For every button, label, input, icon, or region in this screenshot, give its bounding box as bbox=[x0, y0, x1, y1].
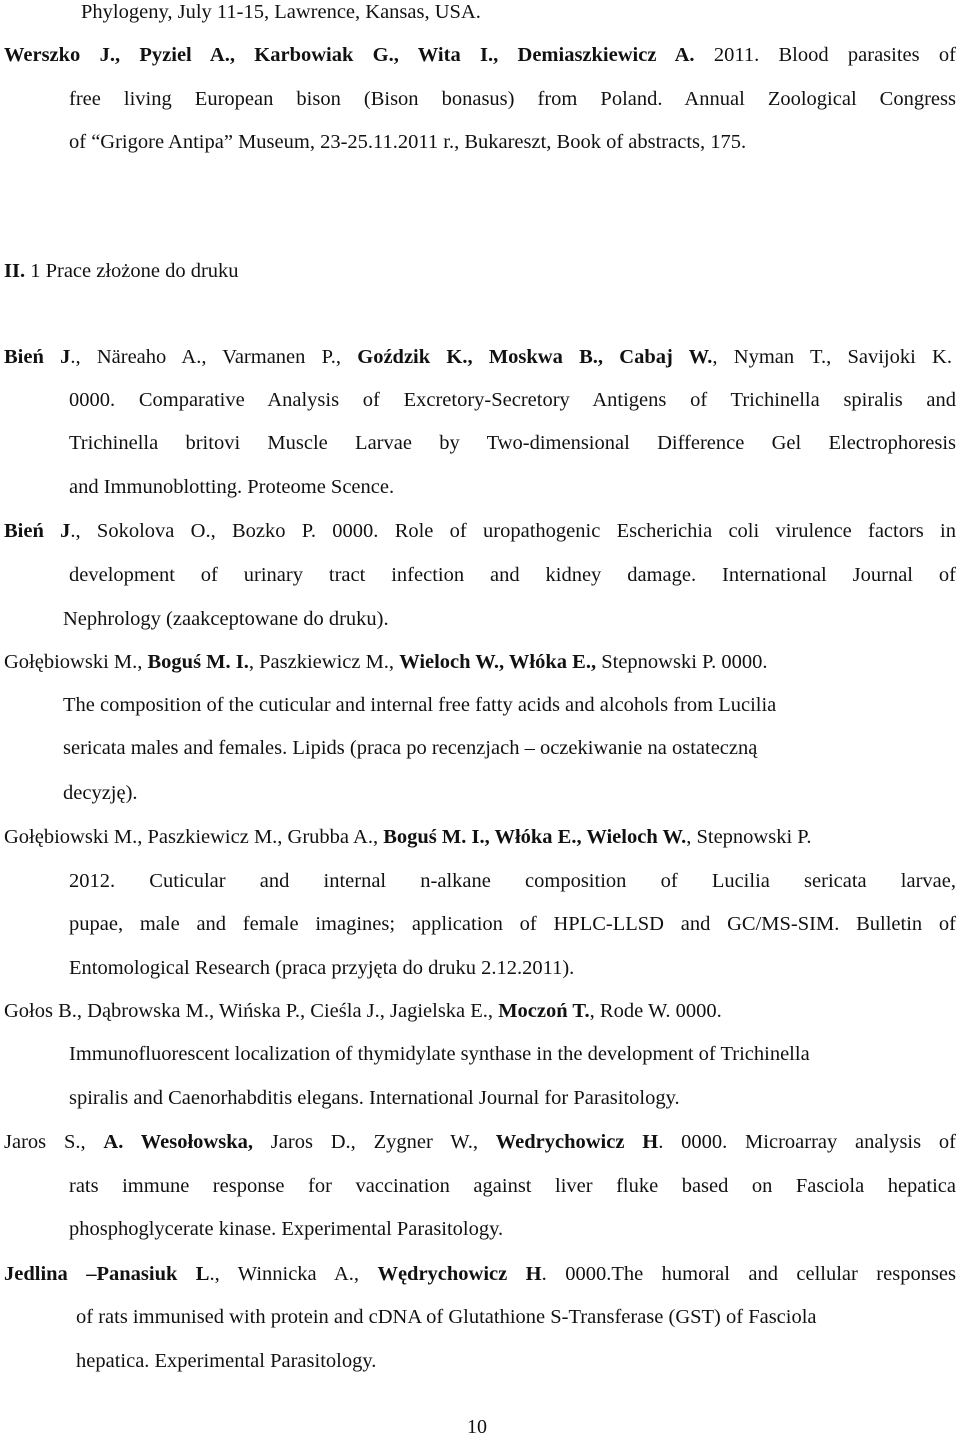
line-text: of “Grigore Antipa” Museum, 23-25.11.2011 r., Bukareszt, Book of abstracts, 175. bbox=[69, 131, 747, 153]
line-text: ., Sokolova O., Bozko P. 0000. Role of uropathogenic Escherichia coli virulence factors in bbox=[70, 520, 956, 542]
ref-line-14 bbox=[63, 736, 757, 760]
line-text: spiralis and Caenorhabditis elegans. International Journal for Parasitology. bbox=[69, 1087, 680, 1109]
bold-author-text: Boguś M. I., Włóka E., Wieloch W. bbox=[383, 826, 687, 848]
bold-author-text: Wieloch W., Włóka E., bbox=[399, 651, 597, 673]
bold-author-text: Wedrychowicz H bbox=[495, 1131, 659, 1153]
ref-line-11 bbox=[63, 607, 389, 631]
ref-line-26 bbox=[4, 1262, 956, 1286]
line-text: , Paszkiewicz M., bbox=[248, 651, 400, 673]
ref-line-22 bbox=[69, 1086, 680, 1110]
line-text: Jaros D., Zygner W., bbox=[252, 1131, 496, 1153]
ref-line-10 bbox=[69, 563, 956, 587]
line-text: free living European bison (Bison bonasus) from Poland. Annual Zoological Congress bbox=[69, 88, 956, 110]
line-text: decyzję). bbox=[63, 782, 138, 804]
line-text: The composition of the cuticular and internal free fatty acids and alcohols from Lucilia bbox=[63, 694, 777, 716]
ref-line-13 bbox=[63, 693, 776, 717]
line-text: . 0000. Microarray analysis of bbox=[658, 1131, 956, 1153]
line-text: development of urinary tract infection and kidney damage. International Journal of bbox=[69, 564, 956, 586]
ref-line-6 bbox=[69, 388, 956, 412]
ref-line-27 bbox=[76, 1305, 817, 1329]
ref-line-19 bbox=[69, 956, 574, 980]
ref-line-1 bbox=[81, 0, 481, 24]
line-text: Stepnowski P. 0000. bbox=[596, 651, 768, 673]
ref-line-15 bbox=[63, 781, 138, 805]
line-text: hepatica. Experimental Parasitology. bbox=[76, 1350, 377, 1372]
line-text: rats immune response for vaccination against liver fluke based on Fasciola hepatica bbox=[69, 1175, 956, 1197]
line-text: 1 Prace złożone do druku bbox=[25, 260, 239, 282]
ref-line-25 bbox=[69, 1217, 503, 1241]
bold-author-text: Wędrychowicz H bbox=[377, 1263, 542, 1285]
page-number: 10 bbox=[467, 1416, 487, 1438]
line-text: Immunofluorescent localization of thymidylate synthase in the development of Trichinella bbox=[69, 1043, 810, 1065]
line-text: and Immunoblotting. Proteome Scence. bbox=[69, 476, 395, 498]
ref-line-17 bbox=[69, 869, 956, 893]
line-text: ., Näreaho A., Varmanen P., bbox=[70, 346, 358, 368]
ref-line-23 bbox=[4, 1130, 956, 1154]
line-text: of rats immunised with protein and cDNA of Glutathione S-Transferase (GST) of Fasciola bbox=[76, 1306, 817, 1328]
bold-author-text: Bień J bbox=[4, 520, 71, 542]
ref-line-12 bbox=[4, 650, 768, 674]
line-text: 2012. Cuticular and internal n-alkane composition of Lucilia sericata larvae, bbox=[69, 870, 956, 892]
section-heading bbox=[4, 259, 239, 283]
line-text: Nephrology (zaakceptowane do druku). bbox=[63, 608, 389, 630]
line-text: , Rode W. 0000. bbox=[589, 1000, 722, 1022]
ref-line-21 bbox=[69, 1042, 810, 1066]
line-text: phosphoglycerate kinase. Experimental Parasitology. bbox=[69, 1218, 504, 1240]
line-text: ., Winnicka A., bbox=[209, 1263, 378, 1285]
bold-author-text: A. Wesołowska, bbox=[103, 1131, 253, 1153]
line-text: Gołos B., Dąbrowska M., Wińska P., Cieśla J., Jagielska E., bbox=[4, 1000, 499, 1022]
line-text: 2011. Blood parasites of bbox=[694, 44, 957, 66]
line-text: Gołębiowski M., Paszkiewicz M., Grubba A., bbox=[4, 826, 384, 848]
line-text: , Stepnowski P. bbox=[686, 826, 812, 848]
ref-line-28 bbox=[76, 1349, 376, 1373]
ref-line-9 bbox=[4, 519, 956, 543]
bold-author-text: Goździk K., Moskwa B., Cabaj W. bbox=[357, 346, 713, 368]
ref-line-3 bbox=[69, 87, 956, 111]
line-text: Phylogeny, July 11-15, Lawrence, Kansas, USA. bbox=[81, 1, 481, 23]
line-text: Trichinella britovi Muscle Larvae by Two-dimensional Difference Gel Electrophoresis bbox=[69, 432, 956, 454]
ref-line-4 bbox=[69, 130, 746, 154]
line-text: Gołębiowski M., bbox=[4, 651, 148, 673]
line-text: 0000. Comparative Analysis of Excretory-Secretory Antigens of Trichinella spiralis and bbox=[69, 389, 956, 411]
ref-line-2 bbox=[4, 43, 956, 67]
line-text: , Nyman T., Savijoki K. bbox=[712, 346, 952, 368]
bold-author-text: Bień J bbox=[4, 346, 71, 368]
ref-line-18 bbox=[69, 912, 956, 936]
ref-line-24 bbox=[69, 1174, 956, 1198]
ref-line-7 bbox=[69, 431, 956, 455]
line-text: Jaros S., bbox=[4, 1131, 104, 1153]
bold-author-text: Moczoń T. bbox=[498, 1000, 590, 1022]
line-text: . 0000.The humoral and cellular responses bbox=[541, 1263, 956, 1285]
bold-author-text: II. bbox=[4, 260, 26, 282]
ref-line-20 bbox=[4, 999, 722, 1023]
ref-line-16 bbox=[4, 825, 812, 849]
ref-line-5 bbox=[4, 345, 952, 369]
line-text: sericata males and females. Lipids (praca po recenzjach – oczekiwanie na ostateczną bbox=[63, 737, 758, 759]
line-text: Entomological Research (praca przyjęta do druku 2.12.2011). bbox=[69, 957, 575, 979]
ref-line-8 bbox=[69, 475, 394, 499]
line-text: pupae, male and female imagines; application of HPLC-LLSD and GC/MS-SIM. Bulletin of bbox=[69, 913, 956, 935]
bold-author-text: Jedlina –Panasiuk L bbox=[4, 1263, 210, 1285]
bold-author-text: Boguś M. I. bbox=[147, 651, 249, 673]
bold-author-text: Werszko J., Pyziel A., Karbowiak G., Wita I., Demiaszkiewicz A. bbox=[4, 44, 695, 66]
